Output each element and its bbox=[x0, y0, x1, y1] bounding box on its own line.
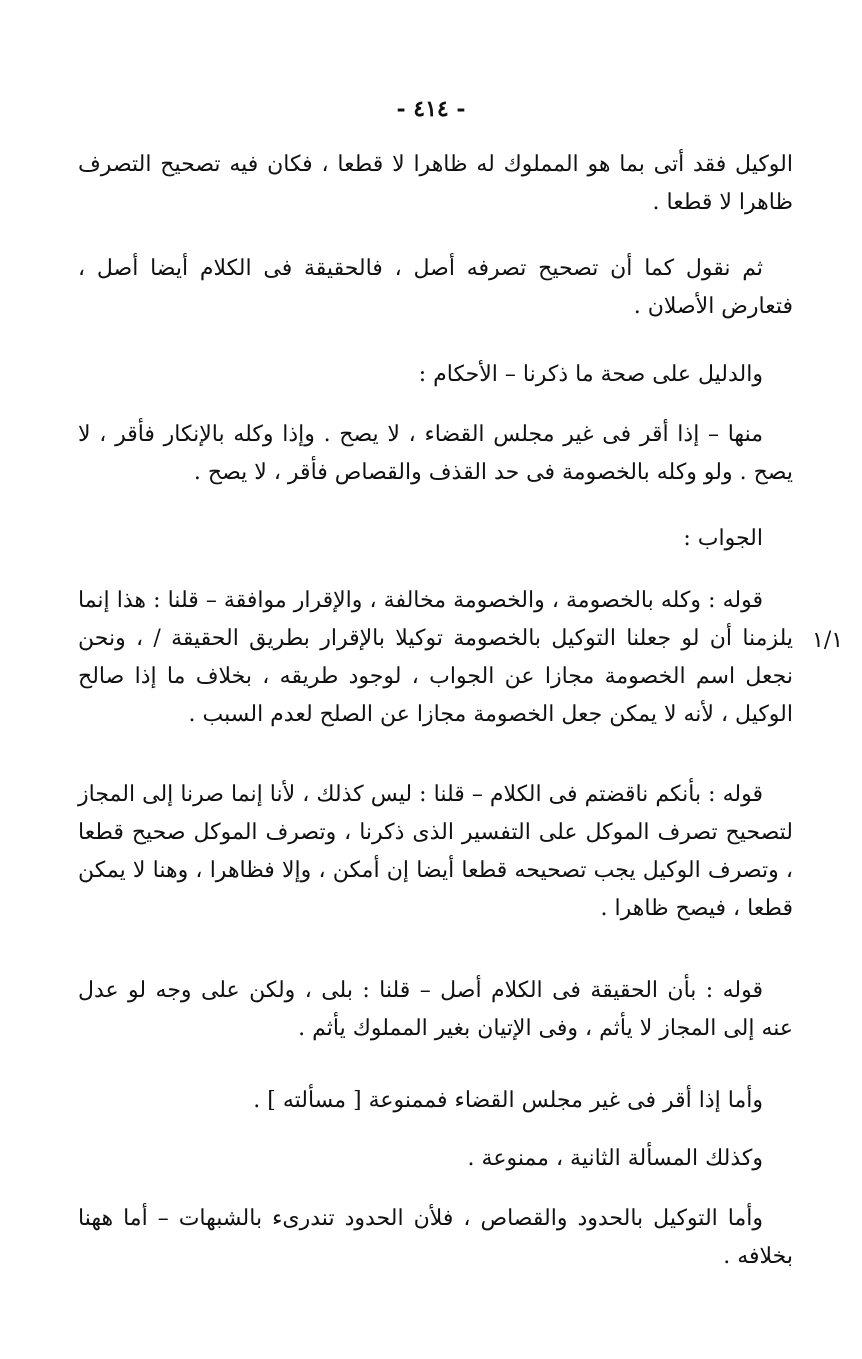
paragraph-7: قوله : بأنكم ناقضتم فى الكلام – قلنا : ليس كذلك ، لأنا إنما صرنا إلى المجاز لتصحيح تصرف الموكل على التفسير الذى ذكرنا ، وتصرف الموكل صحيح قطعا ، وتصرف الوكيل يجب تصحيحه قطعا أيضا إن أمكن ، وإلا فظاهرا ، وهنا لا يمكن قطعا ، فيصح ظاهرا . bbox=[78, 782, 793, 921]
paragraph-2: ثم نقول كما أن تصحيح تصرفه أصل ، فالحقيقة فى الكلام أيضا أصل ، فتعارض الأصلان . bbox=[78, 256, 793, 319]
paragraph-5-answer-heading: الجواب : bbox=[683, 526, 763, 551]
paragraph-8: قوله : بأن الحقيقة فى الكلام أصل – قلنا : بلى ، ولكن على وجه لو عدل عنه إلى المجاز لا يأثم ، وفى الإتيان بغير المملوك يأثم . bbox=[78, 978, 793, 1041]
paragraph-10: وكذلك المسألة الثانية ، ممنوعة . bbox=[467, 1146, 763, 1171]
paragraph-4: منها – إذا أقر فى غير مجلس القضاء ، لا يصح . وإذا وكله بالإنكار فأقر ، لا يصح . ولو وكله بالخصومة فى حد القذف والقصاص فأقر ، لا يصح . bbox=[78, 422, 793, 485]
paragraph-3: والدليل على صحة ما ذكرنا – الأحكام : bbox=[418, 362, 763, 387]
paragraph-9: وأما إذا أقر فى غير مجلس القضاء فممنوعة [ مسألته ] . bbox=[253, 1088, 763, 1113]
paragraph-1: الوكيل فقد أتى بما هو المملوك له ظاهرا لا قطعا ، فكان فيه تصحيح التصرف ظاهرا لا قطعا . bbox=[78, 152, 793, 215]
page-number: - ٤١٤ - bbox=[396, 96, 466, 122]
paragraph-11: وأما التوكيل بالحدود والقصاص ، فلأن الحدود تندرىء بالشبهات – أما ههنا بخلافه . bbox=[78, 1206, 793, 1269]
margin-folio-note: ١/١ bbox=[812, 628, 844, 653]
paragraph-6: قوله : وكله بالخصومة ، والخصومة مخالفة ، والإقرار موافقة – قلنا : هذا إنما يلزمنا أن لو جعلنا التوكيل بالخصومة توكيلا بالإقرار بطريق الحقيقة / ، ونحن نجعل اسم الخصومة مجازا عن الجواب ، لوجود طريقه ، بخلاف ما إذا صالح الوكيل ، لأنه لا يمكن جعل الخصومة مجازا عن الصلح لعدم السبب . bbox=[78, 588, 793, 727]
